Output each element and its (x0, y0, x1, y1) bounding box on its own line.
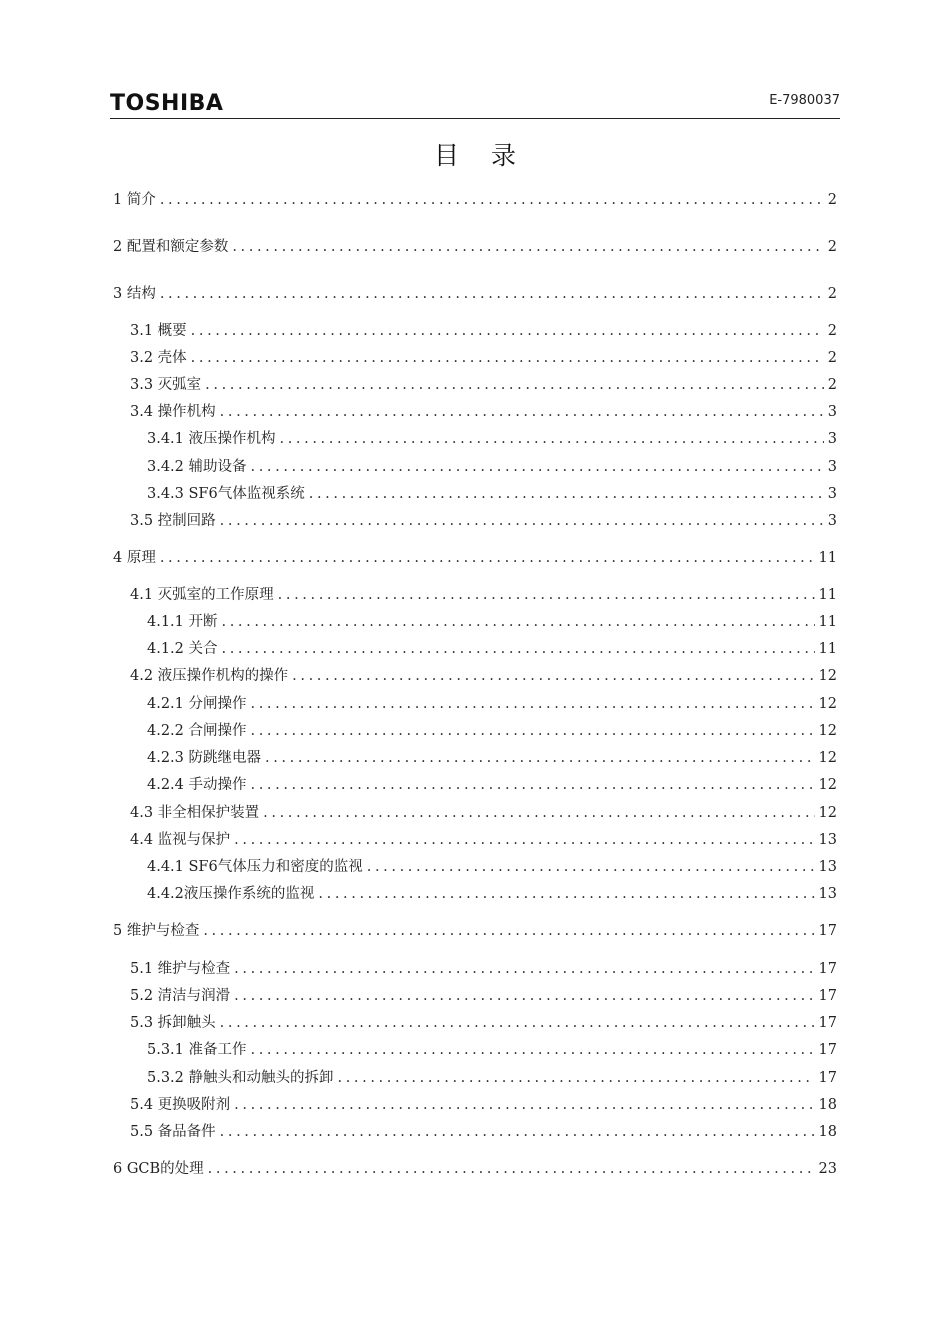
toc-entry-page: 2 (827, 192, 837, 208)
toc-entry-label: 2 配置和额定参数 (113, 239, 229, 255)
toshiba-logo: TOSHIBA (110, 91, 224, 116)
toc-entry-page: 12 (818, 777, 837, 793)
toc-entry-page: 3 (827, 404, 837, 420)
toc-entry[interactable] (147, 719, 837, 739)
toc-entry-label: 5.4 更换吸附剂 (130, 1097, 231, 1113)
toc-entry-page: 17 (818, 988, 837, 1004)
toc-entry[interactable] (130, 373, 837, 393)
toc-entry-label: 4 原理 (113, 550, 156, 566)
dot-leader (203, 923, 814, 939)
toc-entry-page: 17 (818, 1015, 837, 1031)
toc-entry-label: 4.2 液压操作机构的操作 (130, 668, 289, 684)
toc-entry[interactable] (147, 1066, 837, 1086)
toc-entry[interactable] (147, 692, 837, 712)
toc-entry-page: 18 (818, 1097, 837, 1113)
toc-entry[interactable] (147, 746, 837, 766)
toc-entry-page: 17 (818, 1042, 837, 1058)
dot-leader (234, 832, 814, 848)
toc-entry-label: 5.3.1 准备工作 (147, 1042, 247, 1058)
toc-entry-page: 2 (827, 239, 837, 255)
toc-entry-label: 4.3 非全相保护装置 (130, 805, 260, 821)
toc-entry-page: 13 (818, 859, 837, 875)
toc-entry[interactable] (147, 455, 837, 475)
toc-entry-label: 3.4.3 SF6气体监视系统 (147, 486, 305, 502)
toc-entry[interactable] (130, 801, 837, 821)
toc-entry[interactable] (147, 637, 837, 657)
toc-entry-page: 11 (818, 587, 837, 603)
dot-leader (234, 988, 814, 1004)
toc-entry-page: 2 (827, 350, 837, 366)
toc-entry-label: 5.1 维护与检查 (130, 961, 231, 977)
toc-entry-page: 11 (818, 614, 837, 630)
toc-entry-label: 3 结构 (113, 286, 156, 302)
toc-entry-label: 3.4.2 辅助设备 (147, 459, 247, 475)
toc-entry-page: 2 (827, 377, 837, 393)
dot-leader (292, 668, 814, 684)
toc-entry-label: 1 简介 (113, 192, 156, 208)
toc-entry-page: 12 (818, 723, 837, 739)
toc-entry-label: 5.5 备品备件 (130, 1124, 216, 1140)
dot-leader (220, 1124, 815, 1140)
toc-entry[interactable] (113, 188, 837, 208)
toc-entry-page: 23 (818, 1161, 837, 1177)
dot-leader (265, 750, 815, 766)
toc-entry[interactable] (147, 773, 837, 793)
dot-leader (280, 431, 824, 447)
toc-entry[interactable] (130, 1120, 837, 1140)
page-title: 目 录 (434, 141, 528, 170)
toc-entry[interactable] (147, 610, 837, 630)
toc-entry-page: 18 (818, 1124, 837, 1140)
toc-entry-page: 12 (818, 696, 837, 712)
toc-entry[interactable] (147, 482, 837, 502)
toc-entry-page: 17 (818, 1070, 837, 1086)
toc-entry-page: 12 (818, 805, 837, 821)
dot-leader (251, 777, 815, 793)
dot-leader (251, 1042, 815, 1058)
dot-leader (205, 377, 824, 393)
toc-entry-label: 3.5 控制回路 (130, 513, 216, 529)
toc-entry-page: 3 (827, 431, 837, 447)
dot-leader (234, 1097, 814, 1113)
toc-entry[interactable] (130, 400, 837, 420)
toc-entry-page: 3 (827, 486, 837, 502)
toc-entry-page: 3 (827, 459, 837, 475)
toc-entry-label: 3.2 壳体 (130, 350, 187, 366)
toc-entry-page: 2 (827, 323, 837, 339)
dot-leader (251, 723, 815, 739)
toc-entry[interactable] (113, 282, 837, 302)
dot-leader (160, 550, 815, 566)
dot-leader (338, 1070, 815, 1086)
toc-entry-page: 11 (818, 641, 837, 657)
toc-entry-label: 4.1 灭弧室的工作原理 (130, 587, 274, 603)
toc-entry[interactable] (130, 984, 837, 1004)
toc-entry-page: 12 (818, 668, 837, 684)
toc-entry[interactable] (130, 664, 837, 684)
toc-entry[interactable] (130, 1093, 837, 1113)
toc-entry-label: 4.4 监视与保护 (130, 832, 231, 848)
toc-entry[interactable] (147, 855, 837, 875)
dot-leader (232, 239, 823, 255)
dot-leader (251, 459, 824, 475)
toc-entry[interactable] (130, 1011, 837, 1031)
dot-leader (220, 404, 824, 420)
dot-leader (263, 805, 814, 821)
dot-leader (278, 587, 815, 603)
toc-entry-page: 13 (818, 832, 837, 848)
dot-leader (234, 961, 814, 977)
dot-leader (309, 486, 824, 502)
dot-leader (318, 886, 814, 902)
toc-entry-label: 4.2.4 手动操作 (147, 777, 247, 793)
toc-entry[interactable] (147, 882, 837, 902)
toc-entry[interactable] (147, 1038, 837, 1058)
toc-entry[interactable] (130, 319, 837, 339)
toc-entry[interactable] (113, 546, 837, 566)
toc-entry[interactable] (113, 919, 837, 939)
dot-leader (191, 323, 824, 339)
toc-entry[interactable] (130, 957, 837, 977)
toc-entry-label: 3.4 操作机构 (130, 404, 216, 420)
toc-entry[interactable] (130, 828, 837, 848)
dot-leader (160, 192, 824, 208)
dot-leader (191, 350, 824, 366)
toc-entry-page: 2 (827, 286, 837, 302)
toc-entry-label: 5.2 清洁与润滑 (130, 988, 231, 1004)
toc-entry-label: 5 维护与检查 (113, 923, 200, 939)
toc-entry[interactable] (147, 427, 837, 447)
dot-leader (208, 1161, 815, 1177)
toc-entry-page: 17 (818, 961, 837, 977)
toc-entry-page: 13 (818, 886, 837, 902)
document-number: E-7980037 (769, 93, 840, 108)
toc-entry-label: 5.3.2 静触头和动触头的拆卸 (147, 1070, 334, 1086)
toc-entry-label: 4.4.2液压操作系统的监视 (147, 886, 315, 902)
toc-entry-page: 17 (818, 923, 837, 939)
dot-leader (251, 696, 815, 712)
toc-entry[interactable] (130, 583, 837, 603)
dot-leader (220, 513, 824, 529)
toc-entry-label: 4.1.1 开断 (147, 614, 218, 630)
toc-entry-page: 3 (827, 513, 837, 529)
dot-leader (222, 614, 815, 630)
toc-entry-label: 3.1 概要 (130, 323, 187, 339)
dot-leader (220, 1015, 815, 1031)
toc-entry-page: 11 (818, 550, 837, 566)
toc-entry-label: 4.1.2 关合 (147, 641, 218, 657)
toc-entry[interactable] (113, 235, 837, 255)
dot-leader (367, 859, 815, 875)
toc-entry-label: 4.2.1 分闸操作 (147, 696, 247, 712)
toc-entry-label: 4.2.3 防跳继电器 (147, 750, 262, 766)
toc-entry-label: 3.3 灭弧室 (130, 377, 202, 393)
dot-leader (160, 286, 824, 302)
toc-entry-label: 6 GCB的处理 (113, 1161, 204, 1177)
toc-entry[interactable] (130, 346, 837, 366)
toc-entry-page: 12 (818, 750, 837, 766)
toc-entry[interactable] (113, 1157, 837, 1177)
toc-entry-label: 3.4.1 液压操作机构 (147, 431, 276, 447)
toc-entry-label: 5.3 拆卸触头 (130, 1015, 216, 1031)
toc-entry-label: 4.4.1 SF6气体压力和密度的监视 (147, 859, 363, 875)
page-header (110, 88, 840, 119)
dot-leader (222, 641, 815, 657)
toc-entry[interactable] (130, 509, 837, 529)
toc-entry-label: 4.2.2 合闸操作 (147, 723, 247, 739)
